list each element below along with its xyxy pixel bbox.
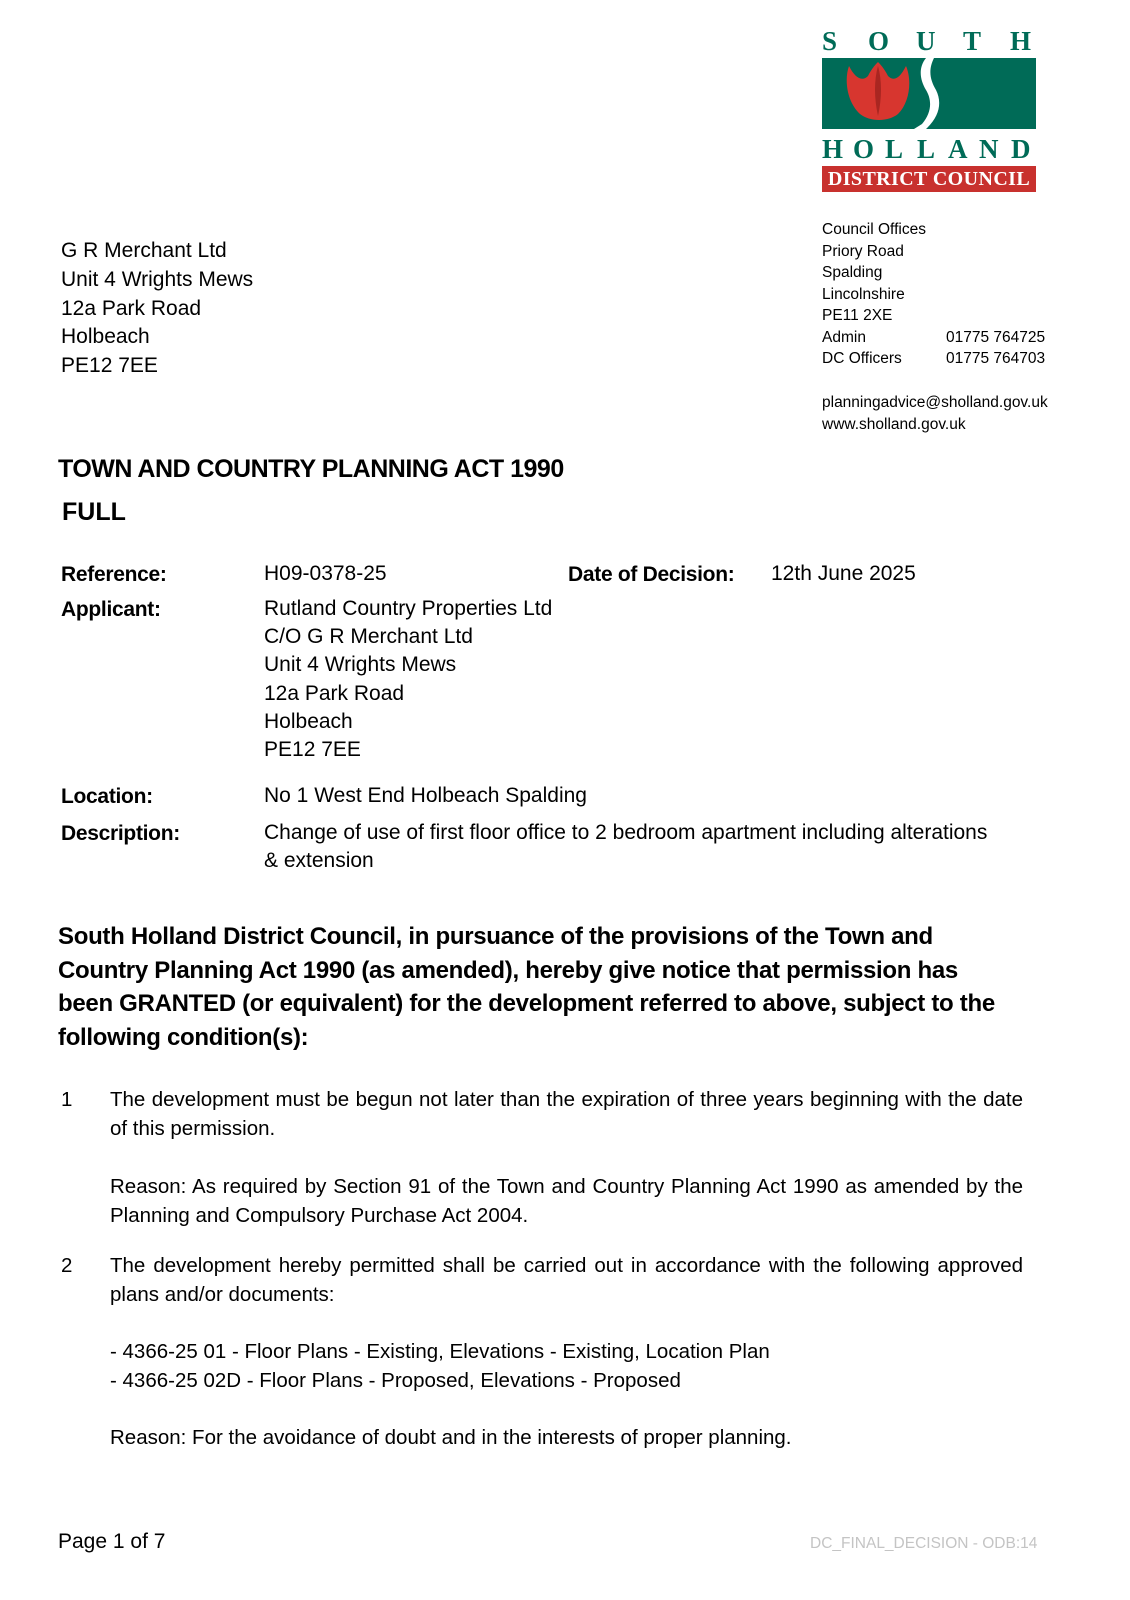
- email-link[interactable]: planningadvice@sholland.gov.uk: [822, 394, 1048, 411]
- logo-top-word: [822, 26, 1036, 54]
- grant-notice: [58, 920, 1068, 1054]
- logo-middle-letter: O: [853, 134, 875, 164]
- applicant-line: Holbeach: [264, 709, 353, 733]
- address-line: 12a Park Road: [61, 296, 202, 320]
- description-label: Description:: [61, 822, 180, 845]
- notice-line: been GRANTED (or equivalent) for the development referred to above, subject to the: [58, 990, 995, 1017]
- condition-number: 1: [61, 1088, 73, 1111]
- council-address-line: PE11 2XE: [822, 307, 893, 324]
- condition-reason: Reason: For the avoidance of doubt and in the interests of proper planning.: [110, 1426, 792, 1449]
- council-address-line: Lincolnshire: [822, 285, 905, 303]
- address-line: G R Merchant Ltd: [61, 239, 227, 262]
- condition-number: 2: [61, 1254, 73, 1277]
- address-line: PE12 7EE: [61, 354, 158, 378]
- logo-top-letter: O: [868, 26, 890, 56]
- recipient-address: [61, 237, 253, 381]
- decision-date-label: Date of Decision:: [568, 563, 735, 586]
- council-logo: [822, 26, 1036, 192]
- logo-bottom-word: DISTRICT COUNCIL: [822, 166, 1036, 192]
- phone-row-admin: [822, 327, 1045, 349]
- description-line: & extension: [264, 849, 374, 873]
- council-address-line: Priory Road: [822, 242, 904, 260]
- location-value: No 1 West End Holbeach Spalding: [264, 784, 587, 807]
- condition-text: The development hereby permitted shall be carried out in accordance with the following approved plans and/or documents:: [110, 1254, 1023, 1306]
- phone-label: DC Officers: [822, 350, 902, 367]
- logo-middle-letter: N: [979, 134, 999, 164]
- page-number: Page 1 of 7: [58, 1530, 166, 1553]
- applicant-line: Unit 4 Wrights Mews: [264, 653, 457, 677]
- description-line: Change of use of first floor office to 2 bedroom apartment including alterations: [264, 821, 988, 844]
- description-value: [264, 819, 987, 875]
- plan-item: - 4366-25 02D - Floor Plans - Proposed, Elevations - Proposed: [110, 1368, 681, 1392]
- logo-middle-word: [822, 134, 1036, 162]
- logo-top-letter: T: [963, 26, 982, 56]
- address-line: Holbeach: [61, 325, 150, 349]
- act-title: TOWN AND COUNTRY PLANNING ACT 1990: [58, 455, 564, 483]
- logo-middle-letter: H: [822, 134, 844, 164]
- website-link[interactable]: www.sholland.gov.uk: [822, 415, 966, 433]
- applicant-line: C/O G R Merchant Ltd: [264, 625, 473, 649]
- logo-middle-letter: L: [885, 134, 904, 164]
- notice-line: South Holland District Council, in pursuance of the provisions of the Town and: [58, 923, 933, 950]
- reference-label: Reference:: [61, 563, 167, 586]
- phone-row-dc-officers: [822, 348, 1045, 370]
- council-address-line: Council Offices: [822, 221, 926, 238]
- tulip-icon: [822, 58, 1036, 129]
- logo-middle-letter: A: [948, 134, 968, 164]
- phone-label: Admin: [822, 328, 866, 346]
- logo-middle-letter: L: [917, 134, 936, 164]
- application-type: FULL: [62, 498, 126, 526]
- decision-date-value: 12th June 2025: [771, 562, 916, 585]
- reference-value: H09-0378-25: [264, 562, 387, 585]
- plan-item: - 4366-25 01 - Floor Plans - Existing, Elevations - Existing, Location Plan: [110, 1340, 770, 1363]
- phone-number: 01775 764703: [946, 350, 1046, 367]
- notice-line: following condition(s):: [58, 1023, 309, 1051]
- applicant-line: PE12 7EE: [264, 738, 361, 762]
- approved-plans: [110, 1338, 1023, 1395]
- council-address: [822, 219, 1045, 370]
- condition-text: The development must be begun not later than the expiration of three years beginning with the date of this permission.: [110, 1088, 1023, 1140]
- applicant-line: 12a Park Road: [264, 681, 405, 705]
- phone-number: 01775 764725: [946, 328, 1046, 346]
- council-address-line: Spalding: [822, 264, 883, 281]
- address-line: Unit 4 Wrights Mews: [61, 267, 254, 291]
- document-code: DC_FINAL_DECISION - ODB:14: [810, 1535, 1038, 1552]
- applicant-label: Applicant:: [61, 598, 161, 621]
- council-contacts: [822, 392, 1048, 435]
- notice-line: Country Planning Act 1990 (as amended), hereby give notice that permission has: [58, 956, 958, 984]
- logo-middle-letter: D: [1011, 134, 1031, 164]
- location-label: Location:: [61, 785, 153, 808]
- condition-reason: Reason: As required by Section 91 of the Town and Country Planning Act 1990 as amended by the Planning and Compulsory Purchase Act 2004.: [110, 1175, 1023, 1227]
- applicant-line: Rutland Country Properties Ltd: [264, 597, 553, 620]
- applicant-address: [264, 595, 552, 764]
- logo-top-letter: S: [822, 26, 838, 56]
- logo-top-letter: U: [916, 26, 936, 56]
- logo-emblem: [822, 58, 1036, 129]
- logo-top-letter: H: [1010, 26, 1032, 56]
